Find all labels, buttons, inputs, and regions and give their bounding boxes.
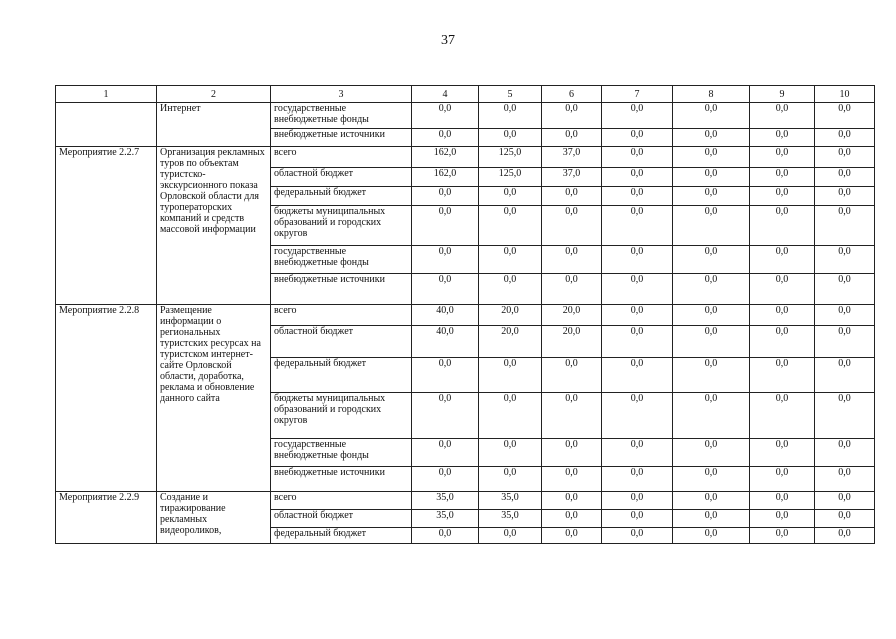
value-cell: 0,0 <box>412 439 479 467</box>
funding-source-cell: государственные внебюджетные фонды <box>271 439 412 467</box>
value-cell: 0,0 <box>602 129 673 147</box>
value-cell: 0,0 <box>412 129 479 147</box>
value-cell: 0,0 <box>815 187 875 206</box>
value-cell: 0,0 <box>750 528 815 544</box>
value-cell: 0,0 <box>602 358 673 393</box>
value-cell: 0,0 <box>542 129 602 147</box>
value-cell: 0,0 <box>602 187 673 206</box>
header-cell: 10 <box>815 86 875 103</box>
value-cell: 0,0 <box>602 206 673 246</box>
value-cell: 0,0 <box>542 528 602 544</box>
value-cell: 0,0 <box>542 246 602 274</box>
value-cell: 0,0 <box>673 393 750 439</box>
header-cell: 1 <box>56 86 157 103</box>
funding-source-cell: областной бюджет <box>271 510 412 528</box>
value-cell: 0,0 <box>412 274 479 305</box>
value-cell: 0,0 <box>602 439 673 467</box>
value-cell: 125,0 <box>479 168 542 187</box>
header-cell: 7 <box>602 86 673 103</box>
value-cell: 162,0 <box>412 147 479 168</box>
value-cell: 35,0 <box>412 492 479 510</box>
value-cell: 0,0 <box>479 393 542 439</box>
funding-source-cell: бюджеты муниципальных образований и городских округов <box>271 393 412 439</box>
value-cell: 0,0 <box>673 510 750 528</box>
value-cell: 0,0 <box>542 206 602 246</box>
value-cell: 0,0 <box>412 528 479 544</box>
value-cell: 0,0 <box>815 393 875 439</box>
value-cell: 0,0 <box>815 147 875 168</box>
value-cell: 20,0 <box>479 305 542 326</box>
value-cell: 37,0 <box>542 168 602 187</box>
value-cell: 0,0 <box>479 129 542 147</box>
value-cell: 0,0 <box>673 492 750 510</box>
value-cell: 0,0 <box>542 103 602 129</box>
value-cell: 20,0 <box>542 305 602 326</box>
value-cell: 0,0 <box>750 168 815 187</box>
value-cell: 0,0 <box>673 147 750 168</box>
value-cell: 0,0 <box>602 393 673 439</box>
event-cell: Мероприятие 2.2.9 <box>56 492 157 544</box>
value-cell: 20,0 <box>542 326 602 358</box>
value-cell: 0,0 <box>412 358 479 393</box>
value-cell: 0,0 <box>673 439 750 467</box>
event-cell: Мероприятие 2.2.8 <box>56 305 157 492</box>
table-row <box>56 492 875 510</box>
value-cell: 0,0 <box>479 528 542 544</box>
value-cell: 0,0 <box>479 439 542 467</box>
value-cell: 0,0 <box>815 168 875 187</box>
value-cell: 0,0 <box>673 274 750 305</box>
table-row <box>56 305 875 326</box>
value-cell: 20,0 <box>479 326 542 358</box>
value-cell: 0,0 <box>750 510 815 528</box>
funding-source-cell: государственные внебюджетные фонды <box>271 103 412 129</box>
value-cell: 0,0 <box>750 358 815 393</box>
value-cell: 0,0 <box>750 187 815 206</box>
value-cell: 0,0 <box>673 326 750 358</box>
funding-source-cell: всего <box>271 492 412 510</box>
funding-source-cell: федеральный бюджет <box>271 358 412 393</box>
funding-source-cell: всего <box>271 147 412 168</box>
value-cell: 0,0 <box>479 274 542 305</box>
budget-table <box>55 85 875 544</box>
value-cell: 0,0 <box>750 467 815 492</box>
value-cell: 125,0 <box>479 147 542 168</box>
value-cell: 0,0 <box>602 168 673 187</box>
value-cell: 0,0 <box>602 467 673 492</box>
value-cell: 0,0 <box>750 439 815 467</box>
value-cell: 35,0 <box>479 492 542 510</box>
value-cell: 0,0 <box>412 187 479 206</box>
value-cell: 0,0 <box>479 187 542 206</box>
value-cell: 0,0 <box>750 147 815 168</box>
value-cell: 0,0 <box>673 187 750 206</box>
table-row <box>56 147 875 168</box>
table-row <box>56 103 875 129</box>
header-cell: 2 <box>157 86 271 103</box>
value-cell: 0,0 <box>750 305 815 326</box>
value-cell: 0,0 <box>815 358 875 393</box>
event-cell <box>56 103 157 147</box>
value-cell: 0,0 <box>412 206 479 246</box>
value-cell: 0,0 <box>479 103 542 129</box>
value-cell: 0,0 <box>542 510 602 528</box>
value-cell: 0,0 <box>750 393 815 439</box>
value-cell: 0,0 <box>673 103 750 129</box>
value-cell: 0,0 <box>542 274 602 305</box>
value-cell: 0,0 <box>412 467 479 492</box>
value-cell: 0,0 <box>542 439 602 467</box>
description-cell: Организация рекламных туров по объектам туристско-экскурсионного показа Орловской области для туроператорских компаний и средств массовой информации <box>157 147 271 305</box>
value-cell: 37,0 <box>542 147 602 168</box>
page-number: 37 <box>441 33 455 48</box>
header-row <box>56 86 875 103</box>
value-cell: 0,0 <box>815 467 875 492</box>
header-cell: 6 <box>542 86 602 103</box>
header-cell: 9 <box>750 86 815 103</box>
value-cell: 0,0 <box>815 206 875 246</box>
value-cell: 40,0 <box>412 305 479 326</box>
value-cell: 0,0 <box>750 129 815 147</box>
header-cell: 5 <box>479 86 542 103</box>
value-cell: 0,0 <box>815 305 875 326</box>
value-cell: 0,0 <box>815 510 875 528</box>
funding-source-cell: федеральный бюджет <box>271 528 412 544</box>
value-cell: 0,0 <box>673 129 750 147</box>
value-cell: 0,0 <box>673 246 750 274</box>
event-cell: Мероприятие 2.2.7 <box>56 147 157 305</box>
value-cell: 0,0 <box>479 467 542 492</box>
value-cell: 0,0 <box>673 467 750 492</box>
value-cell: 0,0 <box>602 510 673 528</box>
funding-source-cell: областной бюджет <box>271 326 412 358</box>
header-cell: 8 <box>673 86 750 103</box>
value-cell: 0,0 <box>815 274 875 305</box>
value-cell: 0,0 <box>815 103 875 129</box>
value-cell: 0,0 <box>602 147 673 168</box>
value-cell: 0,0 <box>602 528 673 544</box>
value-cell: 0,0 <box>602 305 673 326</box>
value-cell: 0,0 <box>602 492 673 510</box>
table-body <box>56 103 875 544</box>
value-cell: 0,0 <box>412 393 479 439</box>
funding-source-cell: внебюджетные источники <box>271 467 412 492</box>
value-cell: 0,0 <box>815 326 875 358</box>
value-cell: 0,0 <box>542 492 602 510</box>
value-cell: 0,0 <box>815 528 875 544</box>
description-cell: Создание и тиражирование рекламных видеороликов, <box>157 492 271 544</box>
value-cell: 0,0 <box>602 246 673 274</box>
value-cell: 0,0 <box>750 246 815 274</box>
header-cell: 3 <box>271 86 412 103</box>
value-cell: 35,0 <box>412 510 479 528</box>
header-cell: 4 <box>412 86 479 103</box>
funding-source-cell: внебюджетные источники <box>271 274 412 305</box>
description-cell: Размещение информации о региональных туристских ресурсах на туристском интернет-сайте Орловской области, доработка, реклама и обновление данного сайта <box>157 305 271 492</box>
value-cell: 0,0 <box>750 274 815 305</box>
value-cell: 0,0 <box>673 528 750 544</box>
value-cell: 0,0 <box>602 274 673 305</box>
value-cell: 40,0 <box>412 326 479 358</box>
value-cell: 0,0 <box>815 246 875 274</box>
value-cell: 0,0 <box>673 168 750 187</box>
value-cell: 0,0 <box>479 246 542 274</box>
value-cell: 0,0 <box>412 246 479 274</box>
value-cell: 0,0 <box>750 103 815 129</box>
value-cell: 0,0 <box>602 326 673 358</box>
value-cell: 0,0 <box>750 492 815 510</box>
value-cell: 0,0 <box>542 358 602 393</box>
value-cell: 0,0 <box>673 358 750 393</box>
value-cell: 0,0 <box>815 439 875 467</box>
funding-source-cell: областной бюджет <box>271 168 412 187</box>
value-cell: 0,0 <box>750 206 815 246</box>
value-cell: 35,0 <box>479 510 542 528</box>
value-cell: 0,0 <box>479 206 542 246</box>
value-cell: 0,0 <box>479 358 542 393</box>
value-cell: 0,0 <box>602 103 673 129</box>
value-cell: 0,0 <box>542 467 602 492</box>
value-cell: 0,0 <box>815 492 875 510</box>
value-cell: 0,0 <box>750 326 815 358</box>
funding-source-cell: всего <box>271 305 412 326</box>
description-cell: Интернет <box>157 103 271 147</box>
value-cell: 0,0 <box>542 393 602 439</box>
value-cell: 0,0 <box>673 206 750 246</box>
funding-source-cell: бюджеты муниципальных образований и городских округов <box>271 206 412 246</box>
funding-source-cell: внебюджетные источники <box>271 129 412 147</box>
value-cell: 0,0 <box>815 129 875 147</box>
funding-source-cell: государственные внебюджетные фонды <box>271 246 412 274</box>
value-cell: 0,0 <box>542 187 602 206</box>
value-cell: 0,0 <box>412 103 479 129</box>
value-cell: 162,0 <box>412 168 479 187</box>
value-cell: 0,0 <box>673 305 750 326</box>
funding-source-cell: федеральный бюджет <box>271 187 412 206</box>
